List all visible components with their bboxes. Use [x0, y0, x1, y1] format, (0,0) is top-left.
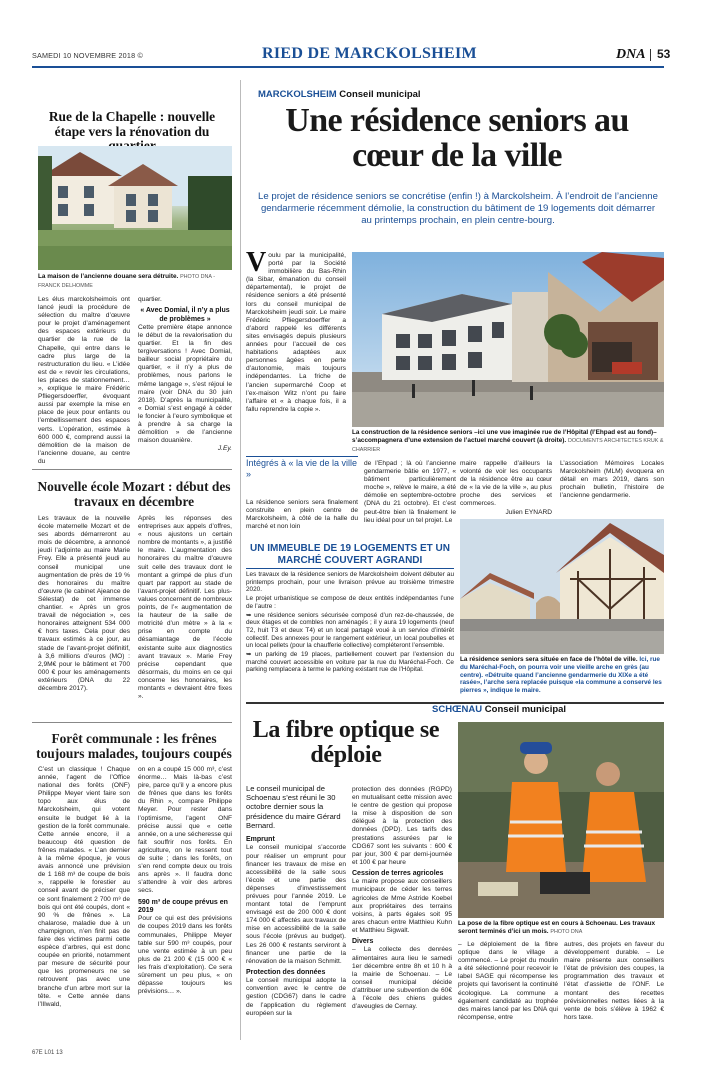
donnees-heading: Protection des données	[246, 968, 326, 976]
foret-subhead: 590 m³ de coupe prévus en 2019	[138, 898, 228, 914]
main-kicker	[258, 89, 421, 100]
header-rule	[32, 66, 664, 68]
divers-heading: Divers	[352, 938, 374, 945]
main-title: Une résidence seniors au cœur de la ville	[285, 102, 629, 174]
left-column-rule	[240, 80, 241, 1040]
inset-text: La résidence seniors sera finalement construite en plein centre de Marckolsheim, à côté de la halle du marché et non loin	[246, 499, 358, 531]
street-illustration	[460, 519, 664, 654]
bottom-col2	[352, 786, 452, 1011]
main-col-c-sign: Julien EYNARD	[505, 508, 552, 516]
chapelle-col2-start: quartier.	[138, 296, 162, 303]
main-credit-1: DOCUMENTS ARCHITECTES KRUK & CHARRIER	[352, 437, 664, 453]
bottom-col1	[246, 836, 346, 1018]
chapelle-credit: PHOTO DNA - FRANCK DELHOMME	[38, 274, 216, 289]
main-col-c	[460, 460, 552, 517]
chapelle-col2-body: Cette première étape annonce le début de la revalorisation du quartier. Et la fin des tergiversations ! Avec Domial, bailleur social propriétaire du quartier, « il n’y a plus de problèmes, nous parlons le même langage », s’est réjoui le maire (voir DNA du 30 juin 2018). D’après la municipalité, « Domial s’est engagé à céder le foncier à l’euro symbolique et à prendre à sa charge la démolition » de l’ancienne maison douanière.	[138, 323, 232, 445]
mozart-title: Nouvelle école Mozart : début des travaux en décembre	[37, 479, 231, 509]
photo-residence-render	[352, 252, 664, 427]
paper-name: DNA	[616, 47, 646, 62]
cession-text: Le maire propose aux conseillers municipaux de céder les terres agricoles de Mme Astride Koebel aux propriétaires des terrains voisins, à parts égales soit 95 ares chacun entre Matthieu Kuhn et Matthieu Sigwalt.	[352, 878, 452, 934]
bottom-kicker-place: SCHŒNAU	[432, 704, 483, 715]
main-caption-1	[352, 429, 664, 454]
main-col-c-text: maire rappelle d’ailleurs la volonté de voir les occupants de la résidence être au cœur de « la vie de la ville », au plus proche des services et commerces.	[460, 460, 552, 508]
chapelle-subhead: « Avec Domial, il n’y a plus de problèmes »	[140, 307, 230, 323]
bottom-kicker	[432, 704, 566, 715]
page-number: 53	[657, 47, 671, 61]
bottom-lead: Le conseil municipal de Schoenau s’est réuni le 30 octobre dernier sous la présidence du maire Gérard Bernard.	[246, 784, 341, 830]
house-illustration	[38, 146, 232, 270]
chapelle-col2	[138, 296, 232, 453]
inset-rule-top	[246, 456, 358, 457]
main-col-b: de l’Ehpad ; là où l’ancienne gendarmerie bâtie en 1977, « bâtiment particulièrement moche », relève le maire, a été démolie en septembre-octobre (DNA du 21 octobre). Et c’est peut-être bien là finalement le lieu idéal pour un tel projet. Le	[364, 460, 456, 524]
emprunt-heading: Emprunt	[246, 836, 275, 843]
chapelle-sign: J.Ey.	[217, 445, 232, 453]
bottom-col4: autres, des projets en faveur du développement durable. – Le maire présente aux conseillers l’état de prévision des coupes, la programmation des travaux et l’état d’assiette de l’ONF. Le montant des recettes prévisionnelles nettes liées à la vente de bois s’élève à 1962 € hors taxe.	[564, 941, 664, 1021]
bottom-caption	[458, 920, 664, 937]
main-intro-text: oulu par la municipalité, porté par la Société immobilière du Bas-Rhin (la Sibar, émanation du conseil départemental), le projet de résidence seniors a été présenté lors du conseil municipal de Marckolsheim jeudi soir. Le maire Frédéric Pfliegersdoerffer a d’abord rappelé les différents sites envisagés depuis plusieurs années pour l’accueil de ces habitations adaptées aux personnes âgées en perte d’autonomie, mais toujours indépendantes. La friche de l’ancien supermarché Coop et l’ex-maison Witz n’ont pu faire l’affaire et « à chaque fois, il a fallu reprendre la copie ».	[246, 252, 346, 413]
box-p2: Le projet urbanistique se compose de deux entités indépendantes l’une de l’autre :	[246, 595, 454, 610]
box-p3: ➥ une résidence seniors sécurisée composé d’un rez-de-chaussée, de deux étages et de combles non aménagés ; il y aura 19 logements (neuf T2, huit T3 et deux T4) et un local partagé voué à un service d’intérêt collectif. Des annexes pour le rangement extérieur, un local poubelles et un local pellets (pour la chaufferie collective) compléteront l’ensemble.	[246, 611, 454, 650]
emprunt-text: Le conseil municipal s’accorde pour réaliser un emprunt pour financer les travaux de mise en accessibilité de la salle sous l’école et une partie des dépenses d’investissement prévues pour l’année 2019. Le montant total de l’emprunt envisagé est de 200 000 € dont 174 000 € affectés aux travaux de mise en accessibilité de la salle sous l’école (prévus au budget). Les 26 000 € restants serviront à financer une partie de la rénovation de la maison Schmitt.	[246, 844, 346, 965]
mozart-col1: Les travaux de la nouvelle école maternelle Mozart et de ses abords démarreront au mois de décembre, a annoncé jeudi l’adjointe au maire Marie Frey. Elle a présenté jeudi au conseil municipal une augmentation de près de 19 % des honoraires du maître d’œuvre (le cabinet Ajeance de Sélestat) de cet immense chantier. « Après un gros travail de négociation », ces honoraires atteignent 534 000 € hors taxes. Cela pour des travaux estimés à ce jour, au stade de l’avant-projet définitif, à 3,6 millions d’euros (MO) : 2,9M€ pour le bâtiment et 700 000 € pour les aménagements extérieurs (DNA du 22 décembre 2017).	[38, 515, 130, 692]
main-intro	[246, 247, 346, 414]
box-p1: Les travaux de la résidence seniors de Marckolsheim doivent débuter au printemps prochain, pour une livraison prévue au troisième trimestre 2020.	[246, 571, 454, 594]
main-caption-2-text: Ici, rue du Maréchal-Foch, on pourra voir une vieille arche en grès (au centre). «Détruite quand l’ancienne gendarmerie du XIXe a été rasée», l’arche sera replacée puisque «la commune a conservé les pierres », indique le maire.	[460, 656, 662, 695]
chapelle-col1: Les élus marckolsheimois ont lancé jeudi la procédure de sélection du maître d’œuvre pour le projet d’aménagement des espaces extérieurs du quartier de la rue de la Chapelle, qui entre dans le cadre plus large de la restructuration du lieu. « L’idée est de « revoir les circulations, les places de stationnement… », explique le maire Frédéric Pfliegersdoerffer, évoquant aussi par exemple la mise en place de jeux pour enfants ou l’embellissement des espaces verts. L’opération, estimée à 600 000 €, comprend aussi la démolition de la maison de l’ancienne douane, au centre du	[38, 296, 130, 465]
main-caption-2	[460, 656, 664, 695]
box-rule	[246, 568, 454, 569]
box-body	[246, 571, 454, 675]
foret-col2-body: Pour ce qui est des prévisions de coupes 2019 dans les forêts communales, Philippe Meyer table sur 590 m³ coupés, pour une vente estimée à un peu plus de 21 200 € (15 000 € « les frais d’exploitation). Ce sera sûrement un peu plus, « on dépasse toujours les prévisions… ».	[138, 915, 232, 996]
main-kicker-topic: Conseil municipal	[339, 89, 421, 100]
chapelle-title: Rue de la Chapelle : nouvelle étape vers la rénovation du	[48, 109, 216, 139]
photo-hotel-de-ville	[460, 519, 664, 654]
photo-douane	[38, 146, 232, 270]
bottom-kicker-topic: Conseil municipal	[484, 704, 567, 715]
footer-code: 67E L01 13	[32, 1050, 63, 1056]
bottom-col3: – Le déploiement de la fibre optique dans le village a commencé. – Le projet du moulin a été sélectionné pour recevoir le label SAGE qui récompense les projets qui favorisent la continuité écologique. La commune a également candidaté au trophée des maires lancé par les DNA qui récompense, entre	[458, 941, 558, 1021]
mozart-col2: Après les réponses des entreprises aux appels d’offres, « nous ajustons un certain nombre de montants », a justifié le maire. L’augmentation des honoraires du maître d’œuvre suit celle des travaux dont le montant a grimpé de plus d’un quart par rapport au stade de l’avant-projet définitif. Les plus-values concernent de nombreux points, de l’« augmentation de la hauteur de la salle de motricité d’un mètre » à la « prise en compte du désamiantage de l’école existante suite aux diagnostics avant travaux ». Marie Frey précise cependant que désormais, du moins en ce qui concerne les honoraires, les montants « devraient être fixes ».	[138, 515, 232, 701]
divers-text: – La collecte des denrées alimentaires aura lieu le samedi 1er décembre entre 8h et 10 h à la mairie de Schoenau. – Le conseil municipal décide d’attribuer une subvention de 60€ à l’école des chiens guides d’aveugles de Cernay.	[352, 946, 452, 1011]
bottom-title: La fibre optique se déploie	[252, 717, 440, 768]
left-divider-2	[32, 722, 232, 723]
inset-title: Intégrés à « la vie de la ville »	[246, 458, 358, 479]
paper-logo	[616, 47, 646, 63]
section-title: RIED DE MARCKOLSHEIM	[262, 45, 477, 62]
workers-illustration	[458, 722, 664, 918]
residence-illustration	[352, 252, 664, 427]
donnees-text: Le conseil municipal adopte la convention avec le centre de gestion (CDG67) dans le cadre de l’application du règlement européen sur la	[246, 977, 346, 1017]
box-p4: ➥ un parking de 19 places, partiellement couvert par l’extension du marché couvert accessible en voiture par la rue du Maréchal-Foch. Ce parking remplacera à terme le parking existant rue de l’Hôpital.	[246, 651, 454, 674]
main-kicker-place: MARCKOLSHEIM	[258, 89, 337, 100]
bottom-col2-start: protection des données (RGPD) en mutualisant cette mission avec le centre de gestion qui propose la mise à disposition de son délégué à la protection des données (DPD). Les tarifs des prestations assurées par le CDG67 sont les suivants : 600 € par jour, 300 € par demi-journée et 100 € par heure	[352, 786, 452, 866]
main-dropcap: V	[246, 247, 267, 278]
main-caption-2-bold: La résidence seniors sera située en face de l’hôtel de ville.	[460, 656, 638, 663]
main-lead: Le projet de résidence seniors se concrétise (enfin !) à Marckolsheim. À l’endroit de l’ancienne gendarmerie récemment démolie, la construction du bâtiment de 19 logements doit démarrer au printemps prochain, en plein centre-bourg.	[258, 191, 658, 226]
cession-heading: Cession de terres agricoles	[352, 869, 444, 877]
foret-col1: C’est un classique ! Chaque année, l’agent de l’Office national des forêts (ONF) Philippe Meyer vient faire son topo aux élus de Marckolsheim, qui votent ensuite le budget lié à la gestion de la forêt communale. Cette année encore, il a beaucoup été question de frênes malades. « L’an dernier à la même époque, je vous avais annoncé une prévision de 1 168 m³ de coupe de bois », rappelle le forestier au conseil avant de préciser que ce sont finalement 2 700 m³ de bois qui ont été coupés, dont « 90 % de frênes ». La chalarose, maladie due à un champignon, n’en finit pas de faire des victimes parmi cette espèce d’arbres, qui est donc coupée en priorité, notamment par mesure de sécurité pour que les promeneurs ne se retrouvent pas avec une branche d’un arbre mort sur la tête. « Cette année dans l’Illwald,	[38, 766, 130, 1008]
bottom-caption-text: La pose de la fibre optique est en cours à Schoenau. Les travaux seront terminés d’ici un mois.	[458, 920, 656, 935]
main-caption-1-bold: La construction de la résidence seniors	[352, 429, 473, 436]
foret-title: Forêt communale : les frênes toujours malades, toujours coupés	[36, 731, 232, 761]
bottom-credit: PHOTO DNA	[550, 928, 583, 935]
main-caption-1-text: –ici une vue imaginée rue de l’Hôpital (l’Ehpad est au fond)– s’accompagnera d’une extension de l’actuel marché couvert (à droite).	[352, 429, 657, 444]
chapelle-caption	[38, 273, 232, 291]
box-title: UN IMMEUBLE DE 19 LOGEMENTS ET UN MARCHÉ COUVERT AGRANDI	[249, 543, 450, 566]
left-divider-1	[32, 469, 232, 470]
chapelle-caption-text: La maison de l’ancienne douane sera détruite.	[38, 273, 179, 280]
foret-col2	[138, 766, 232, 996]
photo-fibre-optique	[458, 722, 664, 918]
header-date: SAMEDI 10 NOVEMBRE 2018 ©	[32, 51, 143, 60]
header-separator	[650, 49, 651, 61]
foret-col2-start: on en a coupé 15 000 m³, c’est énorme… Mais là-bas c’est pire, parce qu’il y a encore plus de frênes que dans les forêts du Rhin », compare Philippe Meyer. Pour rester dans l’optimisme, l’agent ONF précise aussi que « cette année, on a une sécheresse qui fait souffrir nos forêts. En agriculture, on le ressent tout de suite ; dans les forêts, on s’en rend compte deux ou trois ans après ». Il faudra donc s’attendre à voir des arbres secs.	[138, 766, 232, 895]
side-note: L’association Mémoires Locales Marckolsheim (MLM) évoquera en détail en mars 2019, dans son prochain bulletin, l’histoire de l’ancienne gendarmerie.	[560, 460, 664, 500]
